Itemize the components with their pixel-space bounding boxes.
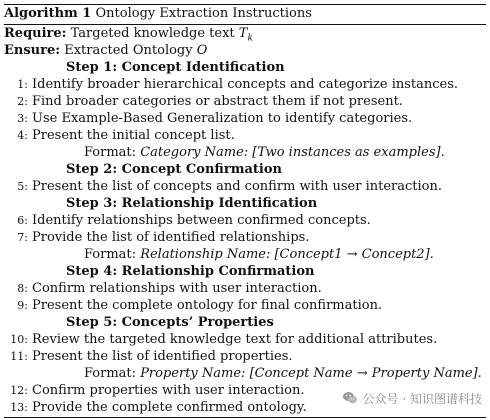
line-text: Find broader categories or abstract them if not present. [32,94,403,109]
format-line [4,246,486,263]
line-text: Use Example-Based Generalization to identify categories. [32,111,413,126]
algorithm-line [4,280,486,297]
format-line [4,365,486,382]
line-number: 7: [17,231,28,244]
step-heading: Step 1: Concept Identification [66,60,285,75]
format-text: Property Name: [Concept Name → Property Name]. [140,366,482,381]
line-number: 12: [10,384,28,397]
require-label: Require: [4,26,67,41]
line-text: Provide the list of identified relationships. [32,230,310,245]
line-number: 13: [10,401,28,414]
step-heading: Step 3: Relationship Identification [66,196,318,211]
wechat-icon [342,390,358,406]
line-text: Present the list of identified properties. [32,349,293,364]
format-text: Relationship Name: [Concept1 → Concept2]. [140,247,434,262]
line-number: 11: [10,350,28,363]
ensure-label: Ensure: [4,43,61,58]
watermark-text: 公众号 · 知识图谱科技 [362,391,482,406]
format-text: Category Name: [Two instances as examples]. [140,145,445,160]
algorithm-line [4,297,486,314]
bottom-rule [4,417,486,418]
line-number: 5: [17,180,28,193]
ensure-line [4,42,486,59]
require-symbol: T [238,26,248,41]
line-text: Identify relationships between confirmed concepts. [32,213,371,228]
line-number: 4: [17,129,28,142]
line-text: Present the complete ontology for final confirmation. [32,298,383,313]
watermark [342,388,482,408]
line-number: 1: [17,78,28,91]
algorithm-title: Ontology Extraction Instructions [95,6,312,21]
algorithm-line [4,110,486,127]
step-heading: Step 5: Concepts’ Properties [66,315,274,330]
line-text: Confirm properties with user interaction. [32,383,305,398]
line-number: 6: [17,214,28,227]
algorithm-line [4,229,486,246]
require-subscript: k [247,33,253,44]
line-text: Confirm relationships with user interaction. [32,281,322,296]
step-heading: Step 2: Concept Confirmation [66,162,282,177]
algorithm-line [4,93,486,110]
algorithm-line [4,331,486,348]
format-label: Format: [84,366,137,381]
format-line [4,144,486,161]
require-text: Targeted knowledge text [70,26,235,41]
line-text: Identify broader hierarchical concepts and categorize instances. [32,77,459,92]
line-text: Present the list of concepts and confirm with user interaction. [32,179,442,194]
line-number: 8: [17,282,28,295]
require-line [4,25,486,42]
algorithm-line [4,348,486,365]
algorithm-line [4,178,486,195]
format-label: Format: [84,145,137,160]
line-text: Present the initial concept list. [32,128,235,143]
line-number: 10: [10,333,28,346]
algorithm-line [4,212,486,229]
line-number: 9: [17,299,28,312]
format-label: Format: [84,247,137,262]
algorithm-line [4,127,486,144]
ensure-text: Extracted Ontology [64,43,193,58]
line-text: Provide the complete confirmed ontology. [32,400,307,415]
line-number: 2: [17,95,28,108]
line-text: Review the targeted knowledge text for additional attributes. [32,332,438,347]
algorithm-header [4,5,486,22]
algorithm-label: Algorithm 1 [4,6,92,21]
line-number: 3: [17,112,28,125]
ensure-symbol: O [196,43,208,58]
algorithm-line [4,76,486,93]
step-heading: Step 4: Relationship Confirmation [66,264,315,279]
